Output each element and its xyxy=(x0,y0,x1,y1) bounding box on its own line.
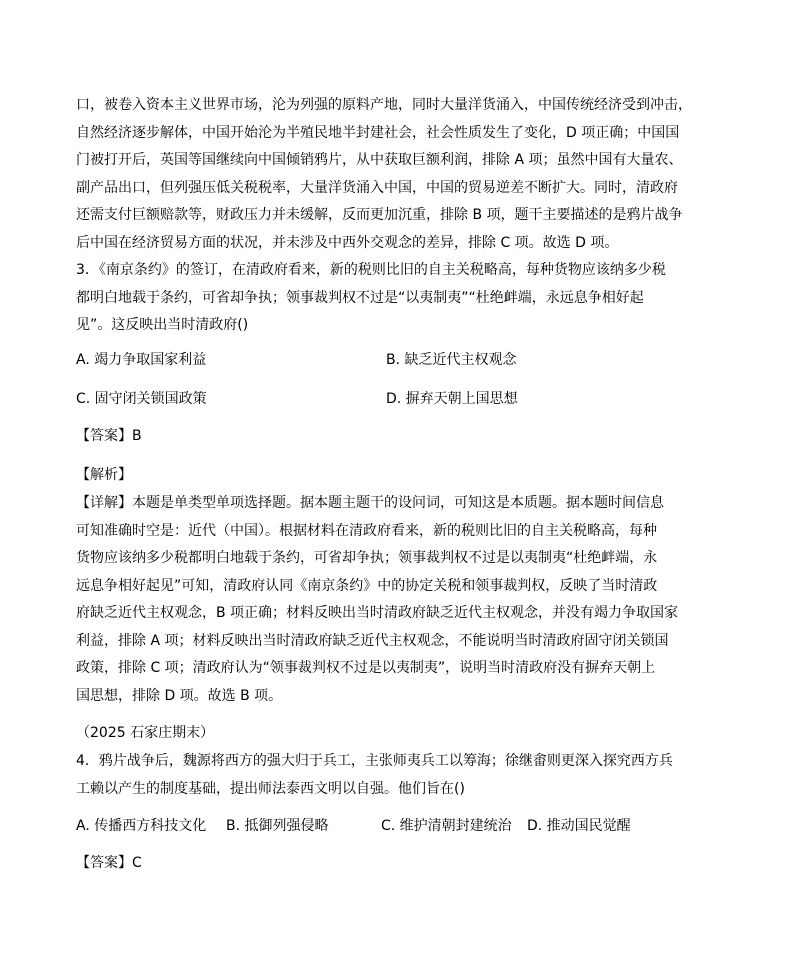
question-3-analysis-title: 【解析】 xyxy=(76,467,132,483)
text-line: 4．鸦片战争后，魏源将西方的强大归于兵工，主张师夷兵工以筹海；徐继畬则更深入探究西方兵 xyxy=(76,753,673,769)
text-line: 政策，排除 C 项；清政府认为“领事裁判权不过是以夷制夷”，说明当时清政府没有摒弃天朝上 xyxy=(76,660,656,676)
question-4-option-a: A. 传播西方科技文化 xyxy=(76,818,207,834)
question-4-answer: 【答案】C xyxy=(76,855,142,871)
question-3-option-d: D. 摒弃天朝上国思想 xyxy=(386,391,518,407)
question-4-source: （2025 石家庄期末） xyxy=(76,725,215,741)
question-3-option-c: C. 固守闭关锁国政策 xyxy=(76,391,207,407)
text-line: 可知准确时空是：近代（中国）。根据材料在清政府看来，新的税则比旧的自主关税略高，每种 xyxy=(76,522,657,539)
text-line: 副产品出口，但列强压低关税税率，大量洋货涌入中国，中国的贸易逆差不断扩大。同时，清政府 xyxy=(76,179,678,196)
text-line: 3．《南京条约》的签订，在清政府看来，新的税则比旧的自主关税略高，每种货物应该纳多少税 xyxy=(76,262,666,278)
text-line: 见”。这反映出当时清政府() xyxy=(76,317,249,333)
text-line: 后中国在经济贸易方面的状况，并未涉及中西外交观念的差异，排除 C 项。故选 D 项。 xyxy=(76,234,619,251)
question-4-option-b: B. 抵御列强侵略 xyxy=(226,818,329,834)
text-line: 口，被卷入资本主义世界市场，沦为列强的原料产地，同时大量洋货涌入，中国传统经济受到冲击， xyxy=(76,97,692,113)
text-line: 工赖以产生的制度基础，提出师法泰西文明以自强。他们旨在() xyxy=(76,780,465,797)
question-3-analysis-body xyxy=(76,490,716,710)
text-line: 自然经济逐步解体，中国开始沦为半殖民地半封建社会，社会性质发生了变化，D 项正确；中国国 xyxy=(76,124,680,141)
question-3-option-a: A. 竭力争取国家利益 xyxy=(76,352,207,368)
question-4-stem xyxy=(76,748,716,803)
text-line: 还需支付巨额赔款等，财政压力并未缓解，反而更加沉重，排除 B 项，题干主要描述的是鸦片战争 xyxy=(76,207,683,223)
text-line: 【详解】本题是单类型单项选择题。据本题主题干的设问词，可知这是本质题。据本题时间信息 xyxy=(76,495,664,511)
question-3-stem xyxy=(76,257,716,340)
question-4-option-c: C. 维护清朝封建统治 xyxy=(381,818,512,834)
text-line: 货物应该纳多少税都明白地载于条约，可省却争执；领事裁判权不过是以夷制夷“杜绝衅端，永 xyxy=(76,550,658,566)
text-line: 都明白地载于条约，可省却争执；领事裁判权不过是“以夷制夷”“杜绝衅端，永远息争相好起 xyxy=(76,289,644,306)
text-line: 利益，排除 A 项；材料反映出当时清政府缺乏近代主权观念，不能说明当时清政府固守闭关锁国 xyxy=(76,632,669,649)
question-4-option-d: D. 推动国民觉醒 xyxy=(527,818,631,834)
text-line: 府缺乏近代主权观念，B 项正确；材料反映出当时清政府缺乏近代主权观念，并没有竭力争取国家 xyxy=(76,605,679,621)
question-3-answer: 【答案】B xyxy=(76,428,142,444)
text-line: 远息争相好起见”可知，清政府认同《南京条约》中的协定关税和领事裁判权，反映了当时清政 xyxy=(76,577,658,594)
text-line: 国思想，排除 D 项。故选 B 项。 xyxy=(76,687,283,704)
text-line: 门被打开后，英国等国继续向中国倾销鸦片，从中获取巨额利润，排除 A 项；虽然中国有大量农、 xyxy=(76,152,683,168)
question-3-option-b: B. 缺乏近代主权观念 xyxy=(386,352,517,368)
previous-analysis-continuation xyxy=(76,92,716,257)
